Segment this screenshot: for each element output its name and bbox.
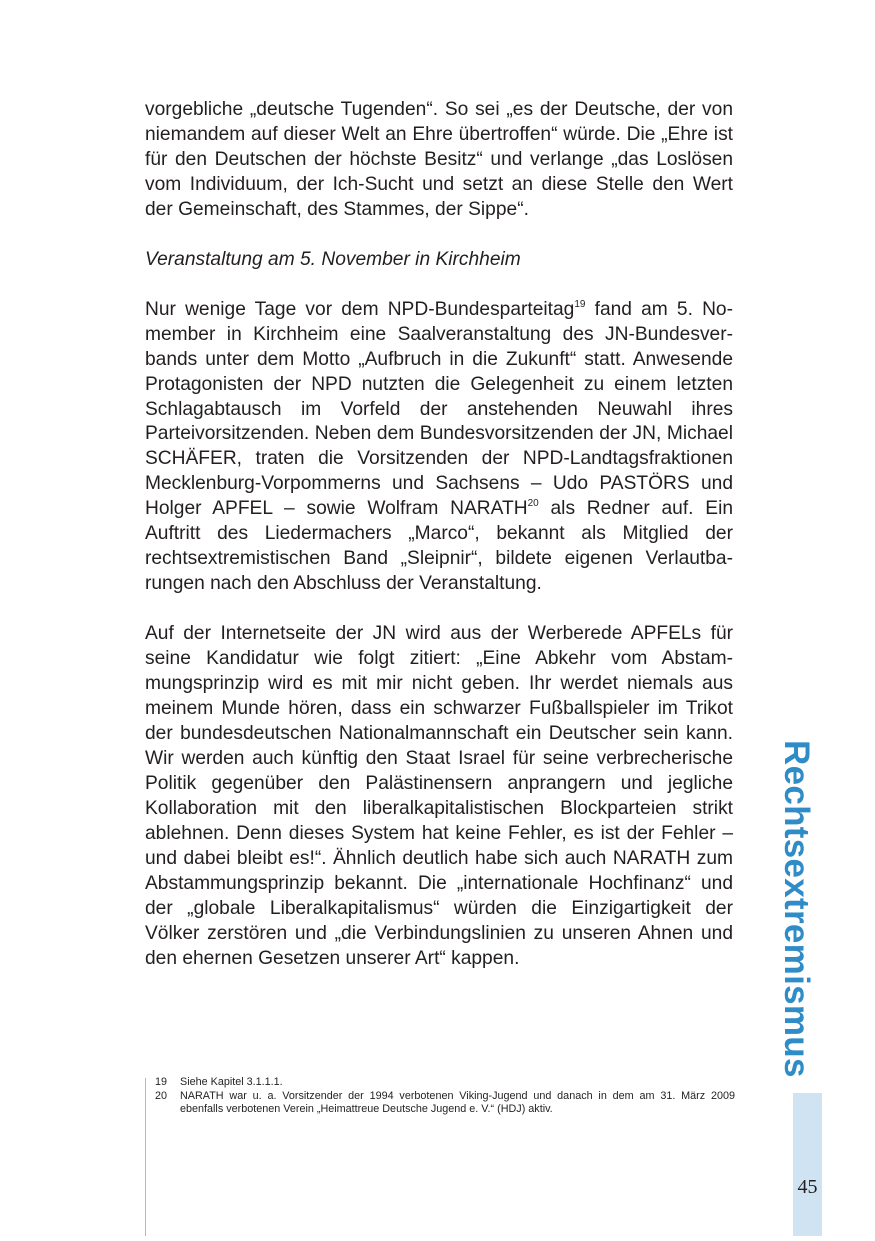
footnote-text: NARATH war u. a. Vorsitzender der 1994 verbotenen Viking-Jugend und danach in dem am 31. März 2009 ebenfalls verbotenen Verein „Heimattreue Deutsche Jugend e. V.“ (HDJ) aktiv. [180,1089,735,1116]
footnote-ref: 20 [527,498,539,510]
footnote-ref: 19 [574,298,586,310]
paragraph: Auf der Internetseite der JN wird aus der Werberede APFELs für seine Kandidatur wie folgt zitiert: „Eine Abkehr vom Abstammungsprinzip wird es mit mir nicht geben. Ihr werdet niemals aus meinem Munde hören, dass ein schwarzer Fußballspieler im Trikot der bundesdeutschen Nationalmannschaft ein Deutscher sein kann. Wir werden auch künftig den Staat Israel für seine verbrecherische Politik gegenüber den Palästinensern anprangern und jegliche Kollaboration mit den liberalkapitalistischen Blockparteien strikt ablehnen. Denn dieses System hat keine Fehler, es ist der Fehler – und dabei bleibt es!“. Ähnlich deutlich habe sich auch NARATH zum Abstammungsprinzip bekannt. Die „internationale Hochfinanz“ und der „globale Liberalkapitalismus“ würden die Einzigartigkeit der Völker zerstören und „die Verbindungslinien zu unseren Ahnen und den ehernen Gesetzen unserer Art“ kappen. [145,623,733,969]
page-number: 45 [797,1176,818,1198]
paragraph: vorgebliche „deutsche Tugenden“. So sei „es der Deutsche, der von niemandem auf dieser Welt an Ehre übertroffen“ würde. Die „Ehre ist für den Deutschen der höchste Besitz“ und verlange „das Loslösen vom Individuum, der Ich-Sucht und setzt an diese Stelle den Wert der Gemeinschaft, des Stammes, der Sippe“. [145,99,733,220]
footnote-divider [145,1078,146,1236]
footnote-text: Siehe Kapitel 3.1.1.1. [180,1076,283,1088]
side-title-text: Rechtsextremismus [777,740,816,1078]
paragraph-text: fand am 5. Nomember in Kirchheim eine Saalveranstaltung des JN-Bundesverbands unter dem Motto „Aufbruch in die Zukunft“ statt. Anwesende Protagonisten der NPD nutzten die Gelegenheit zu einem letzten Schlagabtausch im Vorfeld der anstehenden Neuwahl ihres Parteivorsitzenden. Neben dem Bundesvorsitzenden der JN, Michael SCHÄFER, traten die Vorsitzenden der NPD-Landtagsfraktionen Mecklenburg-Vorpommerns und Sachsens – Udo PASTÖRS und Holger APFEL – sowie Wolfram NARATH [145,298,733,520]
paragraph-text: als Redner auf. Ein Auftritt des Liedermachers „Marco“, bekannt als Mitglied der rechtsextremistischen Band „Sleipnir“, bildete eigenen Verlautbarungen nach den Abschluss der Veranstaltung. [145,498,733,595]
footnote [155,1090,735,1117]
footnote [155,1076,735,1090]
paragraph-text: Nur wenige Tage vor dem NPD-Bundesparteitag [145,298,575,320]
footnotes [155,1076,735,1117]
main-text [145,98,733,972]
section-subheading: Veranstaltung am 5. November in Kirchheim [145,248,521,270]
footnote-number: 19 [155,1076,168,1088]
paragraph [145,298,733,597]
page-tab [793,1093,822,1236]
section-side-title [756,740,836,1078]
footnote-number: 20 [155,1089,168,1102]
